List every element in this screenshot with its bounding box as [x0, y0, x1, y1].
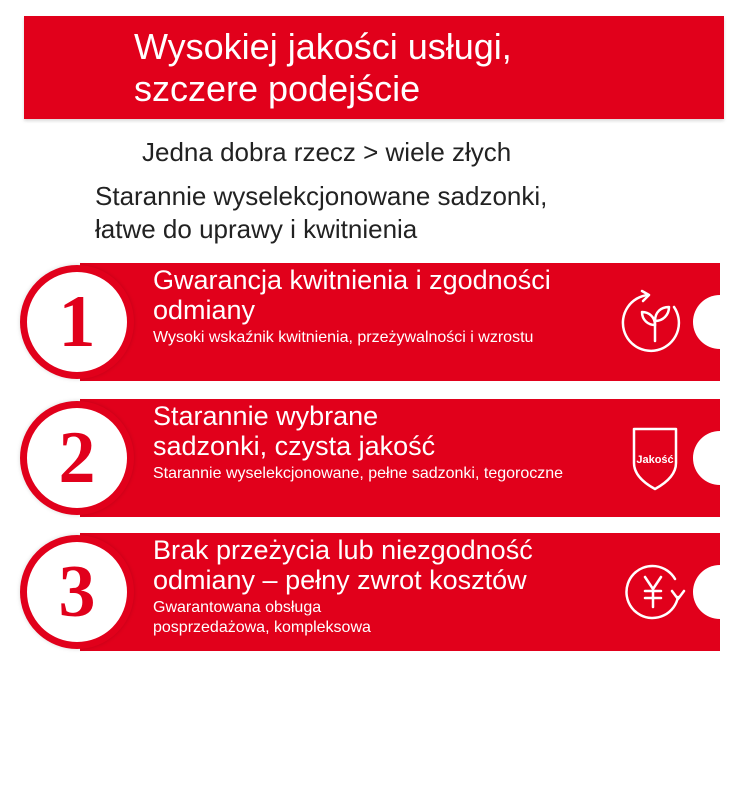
intro-line1: Starannie wyselekcjonowane sadzonki,: [95, 181, 548, 211]
quality-shield-icon: [618, 421, 692, 495]
number-badge: [20, 401, 134, 515]
feature-title-line1: Starannie wybrane: [153, 401, 379, 431]
number-badge: [20, 535, 134, 649]
intro-text: [95, 180, 695, 246]
feature-card-text: [153, 535, 623, 638]
feature-title-line2: sadzonki, czysta jakość: [153, 431, 436, 461]
page-title-line1: Wysokiej jakości usługi,: [134, 26, 512, 67]
feature-card-3: [0, 533, 750, 651]
number-badge-value: 2: [58, 417, 96, 499]
slogan: Jedna dobra rzecz > wiele złych: [142, 137, 512, 167]
feature-title: Gwarancja kwitnienia i zgodności odmiany: [153, 265, 551, 325]
number-badge-value: 1: [58, 281, 96, 363]
feature-desc: Wysoki wskaźnik kwitnienia, przeżywalności i wzrostu: [153, 329, 534, 346]
feature-desc: Starannie wyselekcjonowane, pełne sadzonki, tegoroczne: [153, 465, 564, 482]
header-banner: [24, 16, 724, 119]
feature-title: Brak przeżycia lub niezgodność odmiany – pełny zwrot kosztów: [153, 535, 533, 595]
feature-card-2: [0, 399, 750, 517]
quality-badge-label: Jakość: [636, 454, 674, 466]
page-title: [134, 26, 714, 110]
card-notch: [693, 295, 747, 349]
sprout-cycle-icon: [618, 285, 692, 359]
page-title-line2: szczere podejście: [134, 68, 421, 109]
feature-desc-line2: posprzedażowa, kompleksowa: [153, 619, 371, 636]
feature-card-text: [153, 265, 623, 348]
number-badge-value: 3: [58, 551, 96, 633]
feature-card-1: [0, 263, 750, 381]
yen-refund-icon: [618, 555, 692, 629]
card-notch: [693, 431, 747, 485]
feature-desc: [153, 598, 623, 638]
feature-title: [153, 401, 623, 461]
card-notch: [693, 565, 747, 619]
feature-card-text: [153, 401, 623, 484]
intro-line2: łatwe do uprawy i kwitnienia: [95, 214, 418, 244]
number-badge: [20, 265, 134, 379]
feature-desc-line1: Gwarantowana obsługa: [153, 599, 322, 616]
